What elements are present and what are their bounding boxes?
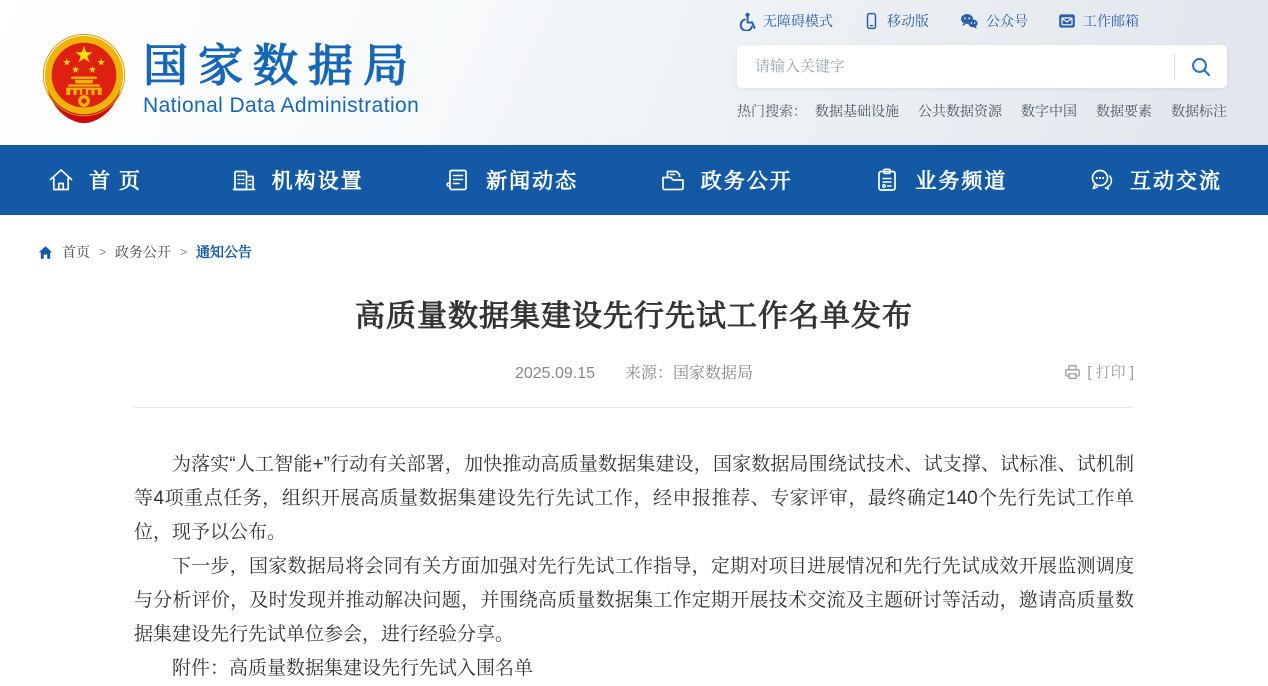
- nav-label: 新闻动态: [486, 170, 579, 193]
- nav-label: 互动交流: [1129, 170, 1222, 193]
- wechat-account-link[interactable]: [959, 11, 1028, 31]
- utility-links: [737, 11, 1227, 31]
- header-right: [737, 0, 1227, 145]
- nav-item-organization[interactable]: [229, 165, 364, 195]
- utility-label: 移动版: [887, 13, 929, 29]
- search-box: [737, 45, 1227, 88]
- gov-affairs-icon: [658, 165, 688, 195]
- accessibility-icon: [737, 12, 756, 31]
- article: [134, 291, 1134, 686]
- search-button[interactable]: [1175, 45, 1227, 88]
- article-body: [134, 448, 1134, 686]
- article-paragraph: 下一步，国家数据局将会同有关方面加强对先行先试工作指导，定期对项目进展情况和先行先试成效开展监测调度与分析评价，及时发现并推动解决问题，并围绕高质量数据集工作定期开展技术交流及主题研讨等活动，邀请高质量数据集建设先行先试单位参会，进行经验分享。: [134, 556, 1134, 645]
- nav-label: 首页: [89, 170, 149, 193]
- hot-search: [737, 101, 1227, 121]
- breadcrumb: [0, 215, 1268, 262]
- mail-icon: [1058, 12, 1076, 30]
- nav-label: 机构设置: [271, 170, 364, 193]
- utility-label: 公众号: [986, 13, 1028, 29]
- printer-icon: [1064, 364, 1081, 380]
- interaction-icon: [1087, 165, 1117, 195]
- nav-item-business-channel[interactable]: [872, 165, 1007, 195]
- news-icon: [443, 165, 473, 195]
- publish-date: 2025.09.15: [514, 365, 596, 382]
- article-paragraph-attachment: 附件：高质量数据集建设先行先试入围名单: [172, 658, 534, 679]
- business-channel-icon: [872, 165, 902, 195]
- mobile-version-link[interactable]: [863, 11, 929, 31]
- organization-icon: [229, 165, 259, 195]
- breadcrumb-item-notices[interactable]: 通知公告: [196, 244, 253, 260]
- mobile-icon: [863, 12, 880, 30]
- breadcrumb-item-home[interactable]: 首页: [62, 244, 90, 260]
- breadcrumb-separator: >: [180, 245, 188, 259]
- main-nav: [0, 145, 1268, 215]
- nav-item-home[interactable]: [46, 165, 149, 195]
- work-email-link[interactable]: [1058, 11, 1139, 31]
- print-label: [ 打印 ]: [1087, 364, 1134, 381]
- nav-item-gov-affairs[interactable]: [658, 165, 793, 195]
- site-subtitle: National Data Administration: [143, 93, 420, 117]
- breadcrumb-home-icon[interactable]: [38, 245, 53, 260]
- main-content: [0, 215, 1268, 686]
- hot-search-term[interactable]: 数据标注: [1171, 103, 1227, 119]
- article-meta: [134, 360, 1134, 380]
- article-source: 来源：国家数据局: [625, 365, 754, 382]
- page-title: 高质量数据集建设先行先试工作名单发布: [355, 300, 913, 333]
- nav-label: 政务公开: [700, 170, 793, 193]
- hot-search-term[interactable]: 数据基础设施: [815, 103, 899, 119]
- search-icon: [1190, 56, 1212, 78]
- article-divider: [134, 407, 1134, 408]
- nav-item-news[interactable]: [443, 165, 578, 195]
- nav-label: 业务频道: [915, 170, 1008, 193]
- search-input[interactable]: [737, 58, 1174, 75]
- utility-label: 工作邮箱: [1083, 13, 1139, 29]
- breadcrumb-separator: >: [99, 245, 107, 259]
- wechat-icon: [959, 12, 979, 30]
- accessibility-mode-link[interactable]: [737, 11, 833, 31]
- site-logo[interactable]: [35, 12, 419, 145]
- hot-search-term[interactable]: 数字中国: [1021, 103, 1077, 119]
- nav-item-interaction[interactable]: [1087, 165, 1222, 195]
- print-button[interactable]: [1064, 361, 1134, 382]
- article-paragraph: 为落实“人工智能+”行动有关部署，加快推动高质量数据集建设，国家数据局围绕试技术、试支撑、试标准、试机制等4项重点任务，组织开展高质量数据集建设先行先试工作，经申报推荐、专家评审，最终确定140个先行先试工作单位，现予以公布。: [134, 454, 1134, 543]
- hot-search-term[interactable]: 公共数据资源: [918, 103, 1002, 119]
- hot-search-term[interactable]: 数据要素: [1096, 103, 1152, 119]
- hot-search-label: 热门搜索：: [737, 103, 807, 119]
- site-title: 国家数据局: [143, 40, 419, 92]
- breadcrumb-item-gov-affairs[interactable]: 政务公开: [115, 244, 172, 260]
- utility-label: 无障碍模式: [763, 13, 833, 29]
- home-icon: [46, 165, 76, 195]
- site-header: [0, 0, 1268, 145]
- national-emblem-icon: [35, 30, 133, 128]
